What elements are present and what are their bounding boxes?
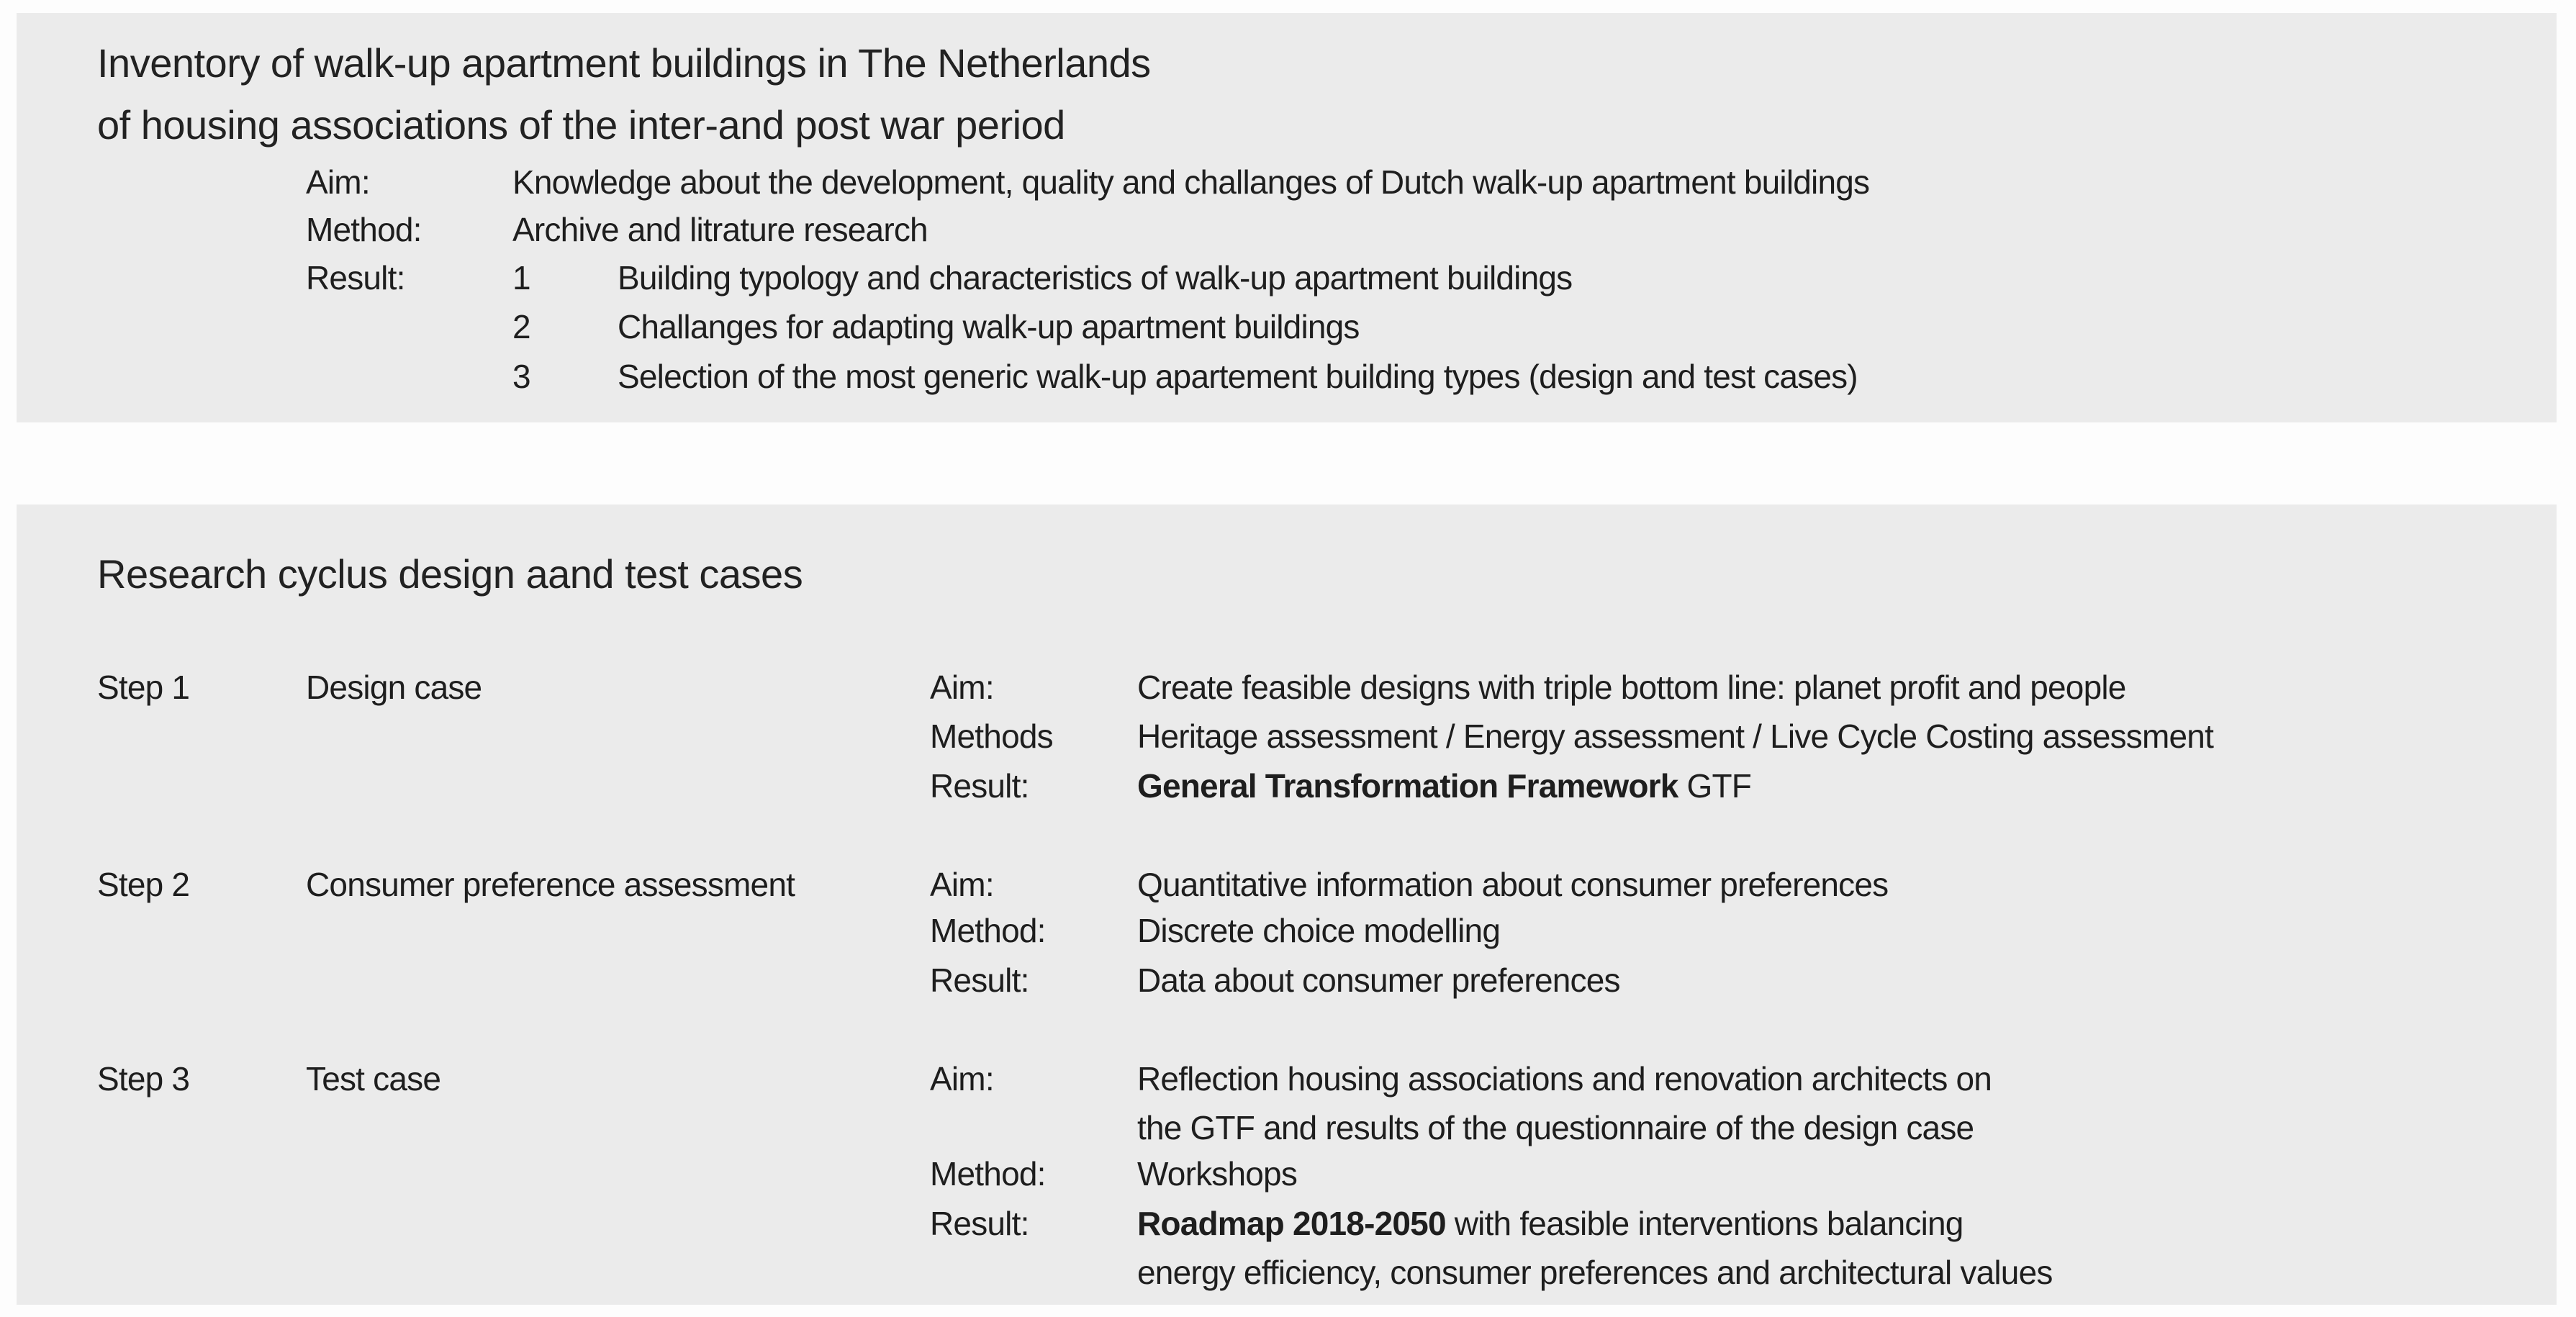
result-bold: Roadmap 2018-2050 [1137,1205,1446,1242]
research-cycle-title: Research cyclus design aand test cases [97,551,803,597]
aim-label: Aim: [930,1060,994,1098]
aim-value: Create feasible designs with triple bottom line: planet profit and people [1137,669,2126,706]
inventory-title-line1: Inventory of walk-up apartment buildings in The Netherlands [97,40,1151,86]
step-name: Consumer preference assessment [306,866,795,903]
aim-label: Aim: [930,866,994,903]
method-value: Discrete choice modelling [1137,912,1501,949]
result-value-line1 [1137,1207,1963,1240]
inventory-aim-value: Knowledge about the development, quality and challanges of Dutch walk-up apartment buildings [512,163,1870,201]
step-name: Design case [306,669,482,706]
result-number: 3 [512,358,530,395]
aim-value: Quantitative information about consumer preferences [1137,866,1889,903]
inventory-method-label: Method: [306,211,422,248]
step-label: Step 2 [97,866,190,903]
result-number: 2 [512,308,530,345]
result-rest: with feasible interventions balancing [1445,1205,1963,1242]
result-label: Result: [930,767,1029,805]
result-item: Building typology and characteristics of walk-up apartment buildings [618,259,1573,297]
aim-value-line2: the GTF and results of the questionnaire of the design case [1137,1109,1974,1146]
result-item: Challanges for adapting walk-up apartment buildings [618,308,1360,345]
result-rest: GTF [1678,767,1752,805]
result-label: Result: [930,961,1029,999]
step-name: Test case [306,1060,441,1098]
aim-label: Aim: [930,669,994,706]
result-value-line2: energy efficiency, consumer preferences and architectural values [1137,1254,2053,1291]
method-label: Methods [930,718,1053,755]
method-value: Workshops [1137,1155,1298,1192]
inventory-aim-label: Aim: [306,163,370,201]
inventory-method-value: Archive and litrature research [512,211,928,248]
result-bold: General Transformation Framework [1137,767,1678,805]
inventory-title-line2: of housing associations of the inter-and post war period [97,102,1065,148]
step-label: Step 3 [97,1060,190,1098]
result-value: Data about consumer preferences [1137,961,1620,999]
result-item: Selection of the most generic walk-up apartement building types (design and test cases) [618,358,1858,395]
method-value: Heritage assessment / Energy assessment / Live Cycle Costing assessment [1137,718,2214,755]
result-number: 1 [512,259,530,297]
result-value [1137,767,1752,805]
method-label: Method: [930,912,1046,949]
result-label: Result: [930,1205,1029,1242]
aim-value-line1: Reflection housing associations and renovation architects on [1137,1060,1992,1098]
method-label: Method: [930,1155,1046,1192]
inventory-result-label: Result: [306,259,405,297]
step-label: Step 1 [97,669,190,706]
